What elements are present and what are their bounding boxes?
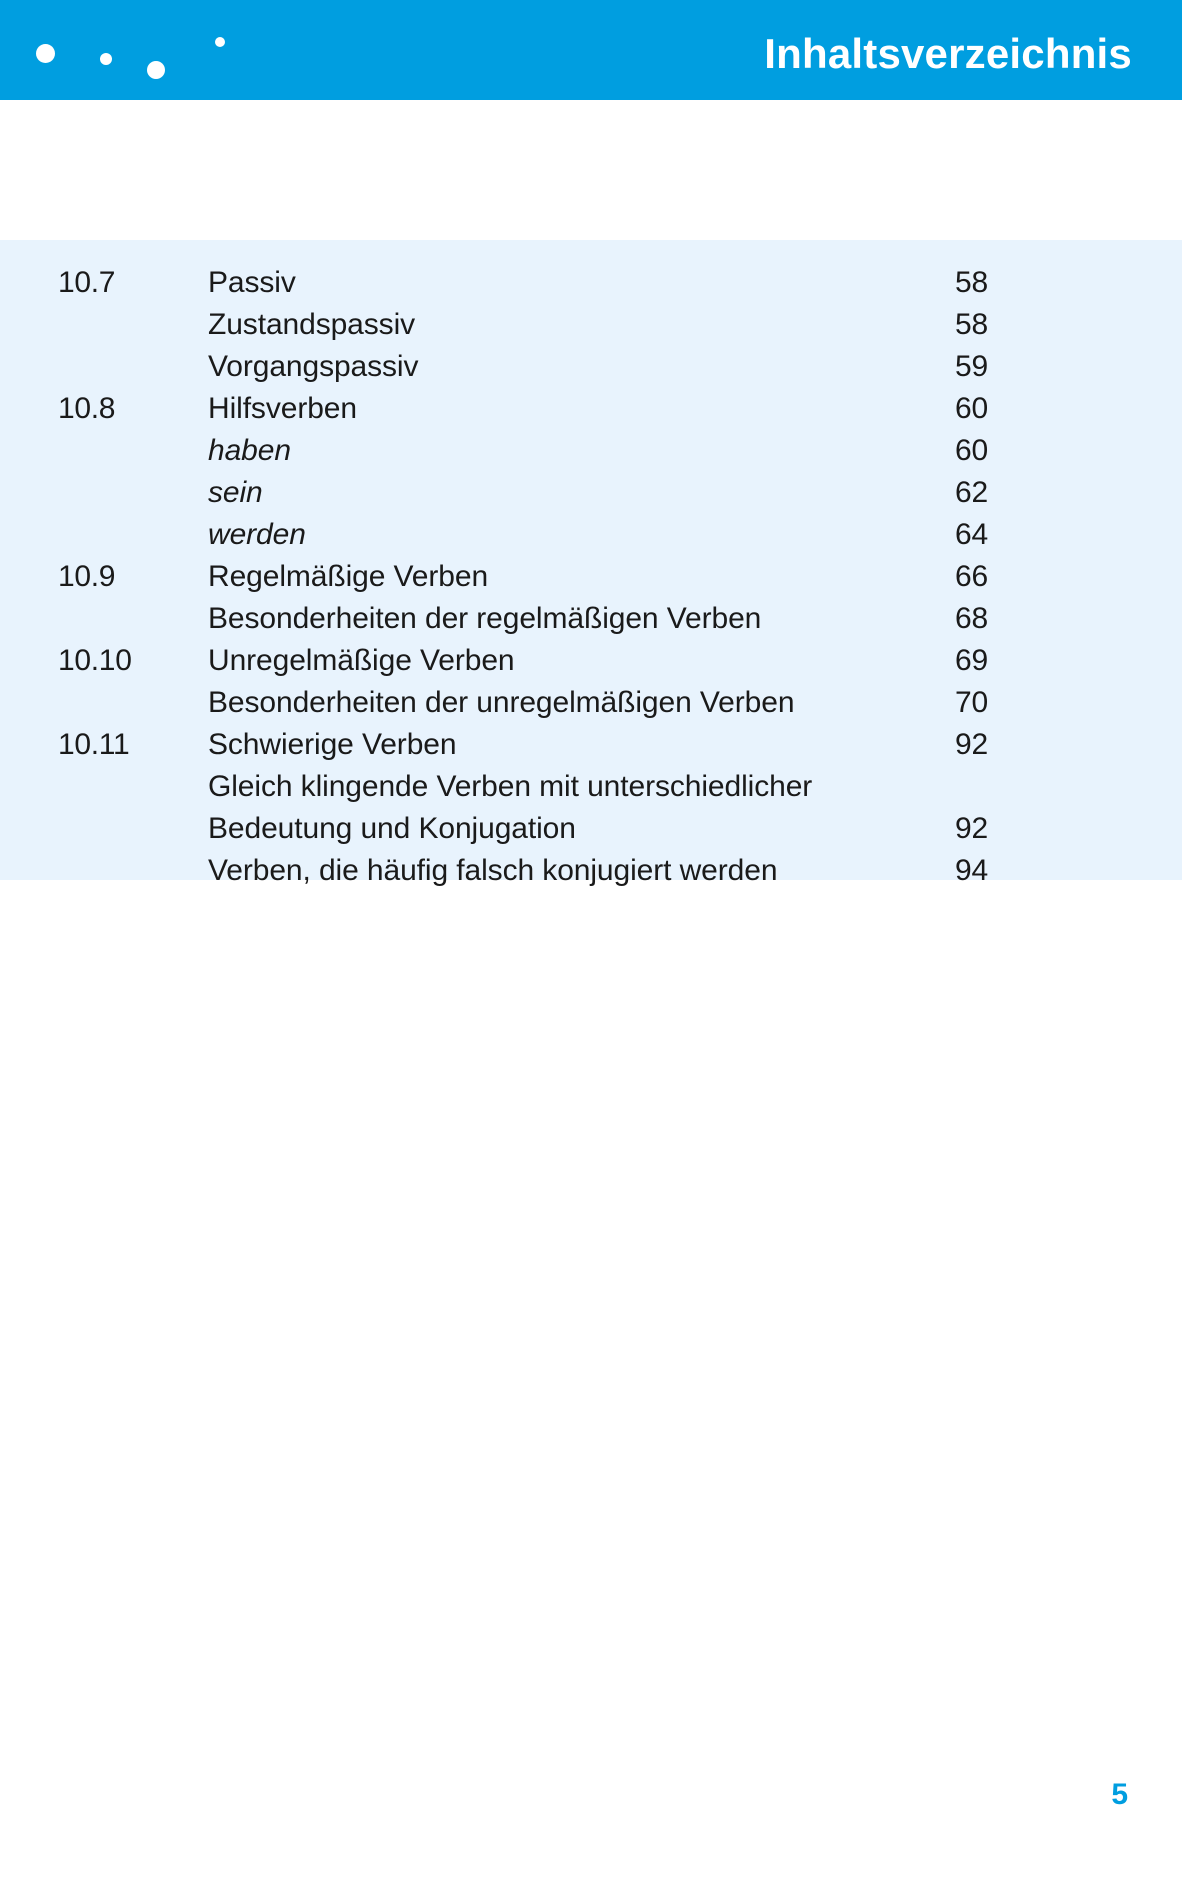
toc-row[interactable] xyxy=(0,346,1182,388)
toc-row-label: Besonderheiten der unregelmäßigen Verben xyxy=(208,686,795,719)
toc-row-label: Verben, die häufig falsch konjugiert werden xyxy=(208,854,778,887)
toc-row[interactable] xyxy=(0,556,1182,598)
toc-row[interactable] xyxy=(0,598,1182,640)
toc-row-label: Vorgangspassiv xyxy=(208,350,419,383)
toc-row[interactable] xyxy=(0,682,1182,724)
toc-row-label: Bedeutung und Konjugation xyxy=(208,812,576,845)
punch-dot-4-icon xyxy=(215,37,225,47)
toc-row-label: haben xyxy=(208,434,291,467)
toc-list xyxy=(0,240,1182,892)
toc-row[interactable] xyxy=(0,640,1182,682)
page-title: Inhaltsverzeichnis xyxy=(764,30,1132,77)
toc-row-label: Zustandspassiv xyxy=(208,308,416,341)
toc-row-number: 10.8 xyxy=(58,392,116,425)
toc-row-page: 92 xyxy=(955,728,988,761)
toc-row-label: Hilfsverben xyxy=(208,392,357,425)
punch-dot-2-icon xyxy=(100,53,112,65)
toc-row[interactable] xyxy=(0,766,1182,808)
toc-row[interactable] xyxy=(0,472,1182,514)
toc-row[interactable] xyxy=(0,430,1182,472)
toc-row-label: Passiv xyxy=(208,266,296,299)
toc-row-number: 10.10 xyxy=(58,644,132,677)
toc-row-page: 58 xyxy=(955,308,988,341)
toc-row-label: Gleich klingende Verben mit unterschiedlicher xyxy=(208,770,813,803)
punch-dot-1-icon xyxy=(36,44,55,63)
toc-row-page: 62 xyxy=(955,476,988,509)
page-header-band xyxy=(0,0,1182,100)
toc-row[interactable] xyxy=(0,850,1182,892)
toc-row[interactable] xyxy=(0,808,1182,850)
toc-row-label: Regelmäßige Verben xyxy=(208,560,489,593)
toc-row-label: Unregelmäßige Verben xyxy=(208,644,515,677)
toc-row-page: 66 xyxy=(955,560,988,593)
toc-row-page: 60 xyxy=(955,392,988,425)
toc-row-page: 64 xyxy=(955,518,988,551)
toc-row-number: 10.11 xyxy=(58,728,130,761)
toc-row-page: 92 xyxy=(955,812,988,845)
toc-row-page: 94 xyxy=(955,854,988,887)
footer-page-number: 5 xyxy=(1111,1778,1128,1811)
toc-row-number: 10.7 xyxy=(58,266,116,299)
punch-hole-decoration xyxy=(0,0,340,100)
toc-row-page: 69 xyxy=(955,644,988,677)
toc-row-label: Schwierige Verben xyxy=(208,728,457,761)
toc-row-page: 70 xyxy=(955,686,988,719)
toc-row[interactable] xyxy=(0,304,1182,346)
toc-row[interactable] xyxy=(0,388,1182,430)
toc-row-page: 60 xyxy=(955,434,988,467)
toc-row[interactable] xyxy=(0,262,1182,304)
toc-row-page: 59 xyxy=(955,350,988,383)
toc-row[interactable] xyxy=(0,514,1182,556)
toc-row-label: Besonderheiten der regelmäßigen Verben xyxy=(208,602,762,635)
punch-dot-3-icon xyxy=(147,61,165,79)
table-of-contents-block xyxy=(0,240,1182,887)
toc-row-number: 10.9 xyxy=(58,560,116,593)
toc-row-label: sein xyxy=(208,476,263,509)
toc-row-page: 68 xyxy=(955,602,988,635)
toc-row[interactable] xyxy=(0,724,1182,766)
toc-row-label: werden xyxy=(208,518,306,551)
toc-row-page: 58 xyxy=(955,266,988,299)
